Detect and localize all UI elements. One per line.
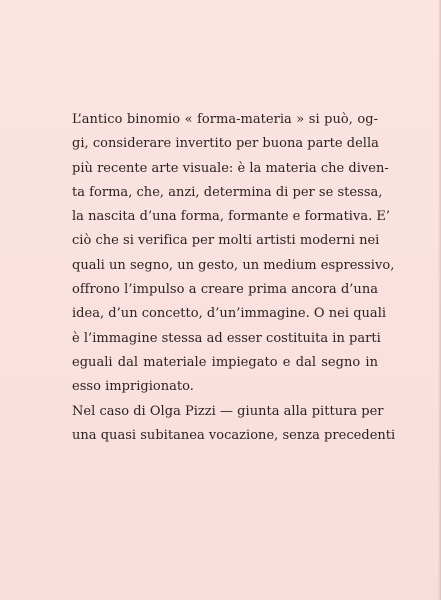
text-line: quali un segno, un gesto, un medium espressivo,	[72, 257, 395, 273]
text-line: eguali dal materiale impiegato e dal segno in	[72, 354, 378, 370]
text-line: esso imprigionato.	[72, 379, 194, 395]
text-line: una quasi subitanea vocazione, senza precedenti	[72, 427, 396, 443]
body-text	[72, 108, 396, 448]
text-line: la nascita d’una forma, formante e formativa. E’	[72, 209, 391, 225]
text-line: Nel caso di Olga Pizzi — giunta alla pittura per	[72, 403, 384, 419]
text-line: ciò che si verifica per molti artisti moderni nei	[72, 233, 380, 249]
text-line: gi, considerare invertito per buona parte della	[72, 136, 379, 152]
text-line: L’antico binomio « forma-materia » si può, og-	[72, 112, 378, 127]
text-line: è l’immagine stessa ad esser costituita in parti	[72, 330, 381, 346]
text-line: ta forma, che, anzi, determina di per se stessa,	[72, 184, 383, 200]
text-line: offrono l’impulso a creare prima ancora d’una	[72, 282, 378, 298]
text-line: idea, d’un concetto, d’un’immagine. O nei quali	[72, 306, 387, 322]
text-line: più recente arte visuale: è la materia che diven-	[72, 160, 389, 176]
